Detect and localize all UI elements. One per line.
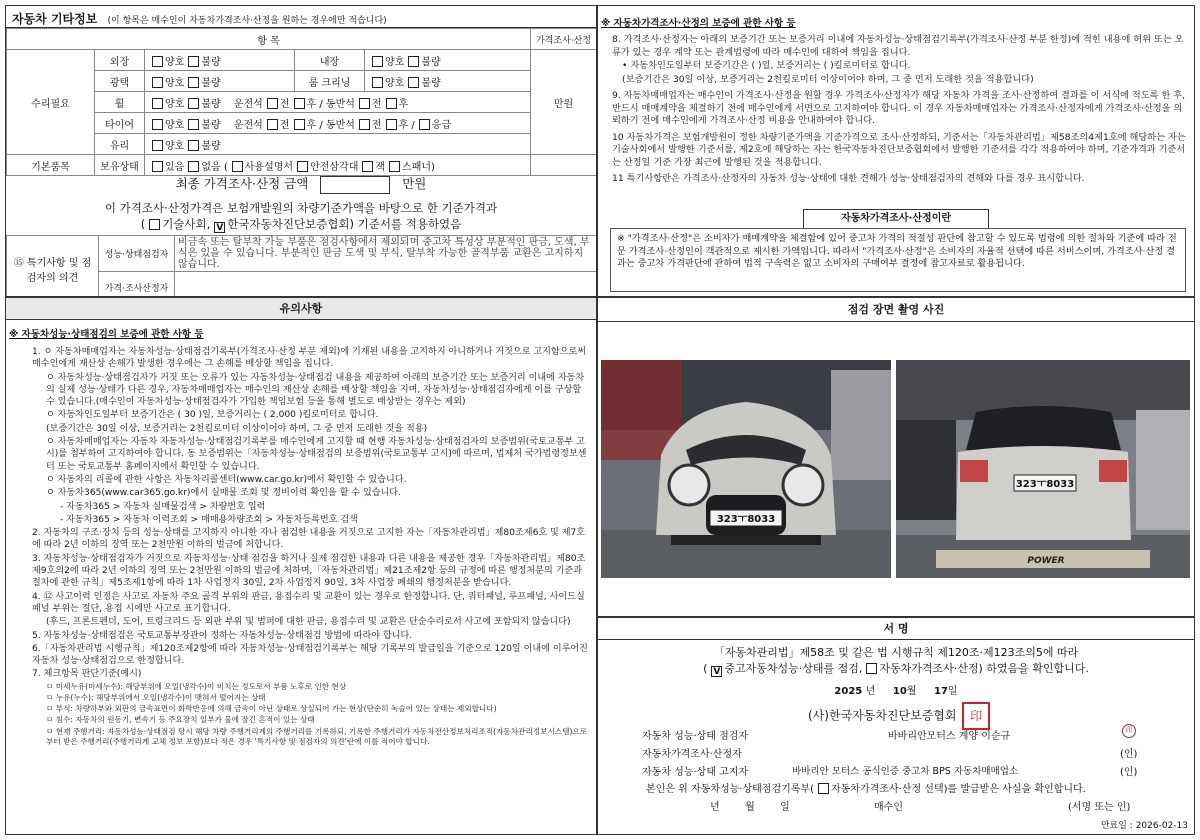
- etc-title: 자동차 기타정보: [12, 12, 98, 26]
- col-item-header: 항 목: [7, 29, 531, 50]
- sign-opt2-label: 자동차가격조사·산정: [879, 662, 979, 675]
- tire-driver-front-checkbox[interactable]: [267, 119, 278, 130]
- final-price-input[interactable]: [320, 176, 390, 194]
- check-item: ㅁ 미세누유(미세누수): 해당부위에 오일(냉각수)이 비치는 정도로서 부품 노후로 인한 현상: [46, 681, 347, 691]
- have-checkbox[interactable]: [152, 161, 163, 172]
- good-label: 양호: [165, 98, 185, 110]
- guarantee-item: (보증기간은 30일 이상, 보증거리는 2천킬로미터 이상이어야 하며, 그 중 먼저 도래한 것을 적용합니다): [622, 73, 1034, 85]
- sign-month: 10: [892, 686, 907, 697]
- good-label: 양호: [165, 140, 185, 152]
- note-item: ㅇ 자동차매매업자는 자동차 자동차성능·상태점검기록부를 매수인에게 고지할 때 현행 자동차성능·상태점검자의 보증범위(국토교통부 고시)를 첨부하여 고지하여야 합니다. 동 보증범위는「자동차성능·상태점검의 보증범위(국토교통부 고시)에 따르며, 법제처 국가법령정보센터 또는 국토교통부 홈페이지에서 확인할 수 있습니다.: [46, 437, 587, 472]
- rear-label: 후: [398, 119, 409, 131]
- gloss-good-checkbox[interactable]: [152, 77, 163, 88]
- glass-bad-checkbox[interactable]: [188, 140, 199, 151]
- bad-label: 불량: [201, 119, 221, 131]
- note-item: 5. 자동차성능·상태점검은 국토교통부장관이 정하는 자동차성능·상태점검 방법에 따라야 합니다.: [32, 630, 413, 641]
- etc-info-panel: [5, 5, 597, 297]
- guarantee-item: • 자동차인도일부터 보증기간은 ( )일, 보증거리는 ( )킬로미터로 합니다.: [622, 60, 911, 71]
- none-label: 없음: [201, 161, 221, 173]
- good-label: 양호: [165, 119, 185, 131]
- bad-label: 불량: [201, 56, 221, 68]
- driver-seat-label: 운전석: [233, 98, 263, 110]
- sign-org: [808, 702, 990, 730]
- note-item: - 자동차365 > 자동차 실매물검색 > 차량번호 입력: [60, 501, 266, 512]
- check-item: ㅁ 부식: 차량하부와 외판의 금속표면이 화학반응에 의해 금속이 아닌 상태로 상실되어 가는 현상(단순히 녹슬어 있는 상태는 제외합니다): [46, 704, 497, 714]
- rear-label: 후: [306, 98, 317, 110]
- check-item: ㅁ 침수: 자동차의 원동기, 변속기 등 주요장치 일부가 물에 잠긴 흔적이 있는 상태: [46, 715, 315, 725]
- note-item: ㅇ 자동차성능·상태점검자가 거짓 또는 오류가 있는 자동차성능·상태점검 내용을 제공하여 아래의 보증기간 또는 보증거리 이내에 자동차의 실제 성능·상태가 다른 경우, 자동차매매업자는 매수인의 재산상 손해를 배상할 책임을 지며, 자동차성능·상태점검자에게 이를 구상할 수 있습니다.(매수인이 자동차성능·상태점검자가 가입한 책임보험 등을 통해 별도로 배상받는 경우는 제외): [46, 372, 585, 408]
- repair-label: 수리필요: [7, 50, 95, 155]
- inspector-text: 비금속 또는 탈부착 가능 부품은 점검사항에서 제외되며 중고차 특성상 부분적인 판금, 도색, 부식은 있을 수 있습니다. 부분적인 판금 도색 및 부식, 탈부착 가능한 골격부품 교환은 고지하지 않습니다.: [175, 236, 597, 272]
- bad-label: 불량: [421, 77, 441, 89]
- photos-header: 점검 장면 촬영 사진: [598, 298, 1194, 322]
- front-plate-text: 323ㅜ8033: [716, 514, 776, 525]
- definition-title: 자동차가격조사·산정이란: [803, 209, 989, 229]
- guarantee-items: [612, 34, 1187, 187]
- none-checkbox[interactable]: [188, 161, 199, 172]
- notifier-seal: (인): [1120, 767, 1138, 778]
- month-unit: 월: [906, 686, 917, 697]
- note-item: 3. 자동차성능·상태점검자가 거짓으로 자동차성능·상태 점검을 하거나 실제 점검한 내용과 다른 내용을 제공한 경우「자동차관리법」제80조제9호의2에 따라 2년 이하의 징역 또는 2천만원 이하의 벌금에 처하며,「자동차관리법」제21조제2항 등의 규정에 따른 행정처분의 기준과 절차에 관한 규칙」제5조제1항에 따라 1차 사업정지 30일, 2차 사업정지 90일, 3차 사업장 폐쇄의 행정처분을 받습니다.: [32, 553, 586, 589]
- exterior-good-checkbox[interactable]: [152, 56, 163, 67]
- basis-opt2-label: 한국자동차진단보증협회: [227, 217, 350, 231]
- wheel-driver-front-checkbox[interactable]: [267, 98, 278, 109]
- spanner-label: 스패너: [402, 161, 432, 173]
- note-item: 7. 체크항목 판단기준(예시): [32, 669, 142, 680]
- guarantee-panel: [597, 5, 1195, 297]
- notifier-role-label: 자동차 성능·상태 고지자: [642, 767, 749, 778]
- etc-title-bar: [6, 6, 596, 28]
- guarantee-item: 11 특기사항란은 가격조사·산정자의 자동차 성능·상태에 대한 견해가 성능·상태점검자의 견해와 다를 경우 표시합니다.: [612, 173, 1085, 184]
- bad-label: 불량: [421, 56, 441, 68]
- buyer-label: 매수인: [874, 802, 903, 813]
- rear-plate-text: 323ㅜ8033: [1015, 479, 1075, 490]
- tire-pass-rear-checkbox[interactable]: [386, 119, 397, 130]
- basis-opt1-label: 기술사회,: [162, 217, 211, 231]
- paren-open: (: [140, 217, 146, 231]
- basis-line2-post: ) 기준서를 적용하였음: [349, 217, 462, 231]
- check-item: ㅁ 누유(누수): 해당부위에서 오일(냉각수)이 맺혀서 떨어지는 상태: [46, 692, 266, 702]
- sign-row-appraiser: [642, 745, 1142, 760]
- wheel-good-checkbox[interactable]: [152, 98, 163, 109]
- sign-row-inspector: [642, 727, 1142, 742]
- front-label: 전: [279, 98, 290, 110]
- front-car-image: [601, 360, 891, 578]
- note-item: 6.「자동차관리법 시행규칙」제120조제2항에 따라 자동차성능·상태점검기록부는 해당 기록부의 발급일을 기준으로 120일 이내에 이루어진 자동차 성능·상태점검으로 한정합니다.: [32, 643, 588, 667]
- definition-text: ※ "가격조사·산정"은 소비자가 매매계약을 체결함에 있어 중고차 가격의 적절성 판단에 참고할 수 있도록 법령에 의한 절차와 기준에 따라 전문 가격조사·산정인이 객관적으로 제시한 가액입니다. 따라서 "가격조사·산정"은 소비자의 자율적 선택에 따른 서비스이며, 가격조사·산정 결과는 중고차 가격판단에 관하여 법적 구속력은 없고 소비자의 구매여부 결정에 참고자료로 활용됩니다.: [617, 233, 1177, 269]
- bad-label: 불량: [201, 77, 221, 89]
- glass-good-checkbox[interactable]: [152, 140, 163, 151]
- jack-checkbox[interactable]: [362, 161, 373, 172]
- wheel-bad-checkbox[interactable]: [188, 98, 199, 109]
- check-criteria: [32, 682, 592, 747]
- row-tire: 타이어: [95, 113, 145, 134]
- good-label: 양호: [385, 56, 405, 68]
- notifier-name: 바바리안 모터스 공식인증 중고차 BPS 자동차매매업소: [792, 766, 1019, 777]
- sign-row-notifier: [642, 763, 1142, 778]
- guarantee-item: 9. 자동차매매업자는 매수인이 가격조사·산정을 원할 경우 가격조사·산정자가 해당 자동차 가격을 조사·산정하여 결과를 이 서식에 적도록 한 후, 반드시 매매계약을 체결하기 전에 매수인에게 서면으로 고지하여야 합니다. 이 경우 자동차매매업자는 가격조사·산정자에게 가격조사·산정을 의뢰하기 전에 매수인에게 가격조사·산정 비용을 안내하여야 합니다.: [612, 90, 1186, 126]
- cleaning-bad-checkbox[interactable]: [408, 77, 419, 88]
- front-photo: [601, 360, 891, 578]
- driver-seat-label: 운전석: [233, 119, 263, 131]
- receipt-pre: 본인은 위 자동차성능·상태점검기록부(: [646, 784, 814, 795]
- sign-panel: [597, 617, 1195, 835]
- buyer-sign: (서명 또는 인): [1068, 802, 1131, 813]
- spanner-checkbox[interactable]: [389, 161, 400, 172]
- basis-opt1-checkbox[interactable]: [149, 219, 160, 230]
- etc-table: 항 목 가격조사·산정 수리필요 외장 양호 불량 내장 양호 불량 만원 광택 양호 불량 룸 크리닝 양호 불량 휠 양호 불량 운전석 전 후 / 동반석 전 후 타이어 양호 불량 운전석 전 후 / 동반석 전 후 / 응급 유리 양호 불량 기본품목 보유상태 있음 없음 ( 사용설명서 안전삼각대 잭 스패너): [6, 28, 597, 176]
- interior-good-checkbox[interactable]: [372, 56, 383, 67]
- final-price-label: 최종 가격조사·산정 금액: [175, 176, 309, 191]
- tire-good-checkbox[interactable]: [152, 119, 163, 130]
- org-name: (사)한국자동차진단보증협회: [808, 708, 957, 723]
- inspector-name: 바바리안모터스 계양 이순규: [888, 731, 1011, 742]
- etc-note: (이 항목은 매수인이 자동차가격조사·산정을 원하는 경우에만 적습니다): [107, 16, 387, 26]
- wheel-pass-rear-checkbox[interactable]: [386, 98, 397, 109]
- appraiser-seal: (인): [1120, 749, 1138, 760]
- note-item: 2. 자동차의 구조·장치 등의 성능·상태를 고지하지 아니한 자나 점검한 내용을 거짓으로 고지한 자는「자동차관리법」제80조제6호 및 제7호에 따라 2년 이하의 징역 또는 2천만원 이하의 벌금에 처합니다.: [32, 528, 586, 551]
- final-price-row: [6, 174, 596, 194]
- basis-opt2-checkbox[interactable]: V: [214, 222, 225, 233]
- tire-driver-rear-checkbox[interactable]: [294, 119, 305, 130]
- row-wheel: 휠: [95, 92, 145, 113]
- sign-day: 17: [933, 686, 948, 697]
- sign-line2: [598, 660, 1194, 677]
- check-item: ㅁ 현재 주행거리: 자동차성능·상태점검 당시 해당 차량 주행거리계의 주행거리를 기록하되, 기록한 주행거리가 자동차전산정보처리조직(자동차관리정보시스템)으로부터 받은 주행거리(주행거리계 교체 정보 포함)보다 적은 경우 '특기사항 및 점검자의 의견'란에 이를 적어야 합니다.: [46, 726, 588, 746]
- front-label: 전: [371, 119, 382, 131]
- appraiser-text: [175, 272, 597, 298]
- receipt-post: )를 발급받은 사실을 확인합니다.: [943, 784, 1086, 795]
- note-item: ㅇ 자동차의 리콜에 관한 사항은 자동차리콜센터(www.car.go.kr)에서 확인할 수 있습니다.: [46, 474, 407, 485]
- basis-line-1: 이 가격조사·산정가격은 보험개발원의 차량기준가액을 바탕으로 한 기준가격과: [104, 201, 498, 215]
- note-item: ㅇ 자동차365(www.car365.go.kr)에서 실매물 조회 및 정비이력 확인을 할 수 있습니다.: [46, 488, 401, 499]
- expiry-date: 만료일 : 2026-02-13: [1100, 821, 1188, 831]
- note-item: (보증기간은 30일 이상, 보증거리는 2천킬로미터 이상이어야 하며, 그 중 먼저 도래한 것을 적용): [46, 423, 428, 434]
- passenger-seat-label: 동반석: [325, 98, 355, 110]
- receipt-checkbox[interactable]: [818, 783, 829, 794]
- note-item: 4. ⑫ 사고이력 인정은 사고로 자동차 주요 골격 부위의 판금, 용접수리 및 교환이 있는 경우로 한정합니다. 단, 쿼터패널, 루프패널, 사이드실패널 부위는 절단, 용접 시에만 사고로 표기합니다.: [32, 591, 585, 614]
- sign-line1: 「자동차관리법」제58조 및 같은 법 시행규칙 제120조·제123조의5에 따라: [713, 646, 1079, 659]
- final-price-unit: 만원: [402, 176, 427, 191]
- notes-header: 유의사항: [6, 298, 596, 320]
- front-label: 전: [279, 119, 290, 131]
- rear-photo: [896, 360, 1190, 578]
- good-label: 양호: [165, 56, 185, 68]
- lift-brand-text: POWER: [1027, 556, 1065, 566]
- buyer-date: 년 월 일: [710, 802, 790, 813]
- rear-label: 후: [306, 119, 317, 131]
- bad-label: 불량: [201, 98, 221, 110]
- jack-label: 잭: [375, 161, 386, 173]
- row-glass: 유리: [95, 134, 145, 155]
- note-item: 1. ㅇ 자동차매매업자는 자동차성능·상태점검기록부(가격조사·산정 부분 제외)에 기재된 내용을 고지하지 아니하거나 거짓으로 고지함으로써 매수인에게 재산상 손해가 발생한 경우에는 그 손해를 배상할 책임을 집니다.: [32, 347, 587, 370]
- row-interior: 내장: [295, 50, 365, 71]
- good-label: 양호: [385, 77, 405, 89]
- day-unit: 일: [947, 686, 958, 697]
- row-holding: 보유상태: [95, 155, 145, 176]
- receipt-line: [646, 780, 1086, 795]
- gloss-bad-checkbox[interactable]: [188, 77, 199, 88]
- definition-box: [610, 228, 1186, 292]
- row-exterior: 외장: [95, 50, 145, 71]
- tire-pass-front-checkbox[interactable]: [359, 119, 370, 130]
- photos-panel: [597, 297, 1195, 617]
- bad-label: 불량: [201, 140, 221, 152]
- have-label: 있음: [165, 161, 185, 173]
- wheel-driver-rear-checkbox[interactable]: [294, 98, 305, 109]
- guarantee-item: 8. 가격조사·산정자는 아래의 보증기간 또는 보증거리 이내에 자동차성능·상태점검기록부(가격조사·산정 부분 한정)에 적힌 내용에 허위 또는 오류가 있는 경우 계약 또는 관계법령에 따라 매수인에 대하여 책임을 집니다.: [612, 34, 1184, 58]
- tire-bad-checkbox[interactable]: [188, 119, 199, 130]
- row-room-cleaning: 룸 크리닝: [295, 71, 365, 92]
- inspector-stamp-icon: 印: [1122, 724, 1136, 738]
- basic-label: 기본품목: [7, 155, 95, 176]
- front-label: 전: [371, 98, 382, 110]
- sign-header: 서 명: [598, 618, 1194, 640]
- triangle-label: 안전삼각대: [310, 161, 359, 173]
- tire-spare-checkbox[interactable]: [419, 119, 430, 130]
- paren-open: (: [703, 662, 708, 675]
- sign-opt2-checkbox[interactable]: [866, 663, 877, 674]
- note-item: - 자동차365 > 자동차 이력조회 > 매매용차량조회 > 자동차등록번호 검색: [60, 514, 358, 525]
- price-value: 만원: [531, 50, 597, 155]
- rear-car-image: [896, 360, 1190, 578]
- inspector-role-label: 자동차 성능·상태 점검자: [642, 731, 749, 742]
- spare-label: 응급: [431, 119, 452, 131]
- interior-bad-checkbox[interactable]: [408, 56, 419, 67]
- sign-opt1-label: 중고자동차성능·상태를 점검,: [724, 662, 863, 675]
- row-gloss: 광택: [95, 71, 145, 92]
- rear-label: 후: [398, 98, 409, 110]
- note-item: (후드, 프론트펜더, 도어, 트렁크리드 등 외판 부위 및 범퍼에 대한 판금, 용접수리 및 교환은 단순수리로서 사고에 포함되지 않습니다): [46, 617, 571, 628]
- cleaning-good-checkbox[interactable]: [372, 77, 383, 88]
- passenger-seat-label: 동반석: [325, 119, 355, 131]
- appraiser-label: 가격·조사산정자: [99, 272, 175, 298]
- year-unit: 년: [865, 686, 876, 697]
- special-table: [6, 235, 597, 297]
- triangle-checkbox[interactable]: [297, 161, 308, 172]
- manual-label: 사용설명서: [244, 161, 294, 173]
- sign-line2-post: ) 하였음을 확인합니다.: [978, 662, 1089, 675]
- basis-line-2: [6, 216, 596, 233]
- notes-sub: ※ 자동차성능·상태점검의 보증에 관한 사항 등: [9, 329, 204, 340]
- manual-checkbox[interactable]: [232, 161, 243, 172]
- wheel-pass-front-checkbox[interactable]: [359, 98, 370, 109]
- appraiser-role-label: 자동차가격조사·산정자: [642, 749, 742, 760]
- receipt-opt: 자동차가격조사·산정 선택: [831, 784, 944, 795]
- guarantee-header: ※ 자동차가격조사·산정의 보증에 관한 사항 등: [601, 18, 796, 29]
- note-item: ㅇ 자동차인도일부터 보증기간은 ( 30 )일, 보증거리는 ( 2,000 )킬로미터로 합니다.: [46, 410, 379, 421]
- col-price-header: 가격조사·산정: [531, 29, 597, 50]
- sign-date: [598, 682, 1194, 697]
- notes-panel: [5, 297, 597, 835]
- exterior-bad-checkbox[interactable]: [188, 56, 199, 67]
- inspector-label: 성능·상태점검자: [99, 236, 175, 272]
- sign-opt1-checkbox[interactable]: V: [711, 666, 722, 677]
- org-stamp-icon: 印: [962, 702, 990, 730]
- guarantee-item: 10 자동차가격은 보험개발원이 정한 차량기준가액을 기준가격으로 조사·산정하되, 기준서는「자동차관리법」제58조의4제1호에 해당하는 자는 기술사회에서 발행한 기준서를, 제2호에 해당하는 자는 한국자동차진단보증협회에서 발행한 기준서를 각각 적용하여야 하며, 기준가격과 기준서는 산정일 기준 가장 최근에 발행된 것을 적용합니다.: [612, 131, 1186, 168]
- special-label: ⑮ 특기사항 및 점검자의 의견: [7, 236, 99, 298]
- notes-items: [32, 346, 592, 748]
- good-label: 양호: [165, 77, 185, 89]
- sign-year: 2025: [834, 686, 863, 697]
